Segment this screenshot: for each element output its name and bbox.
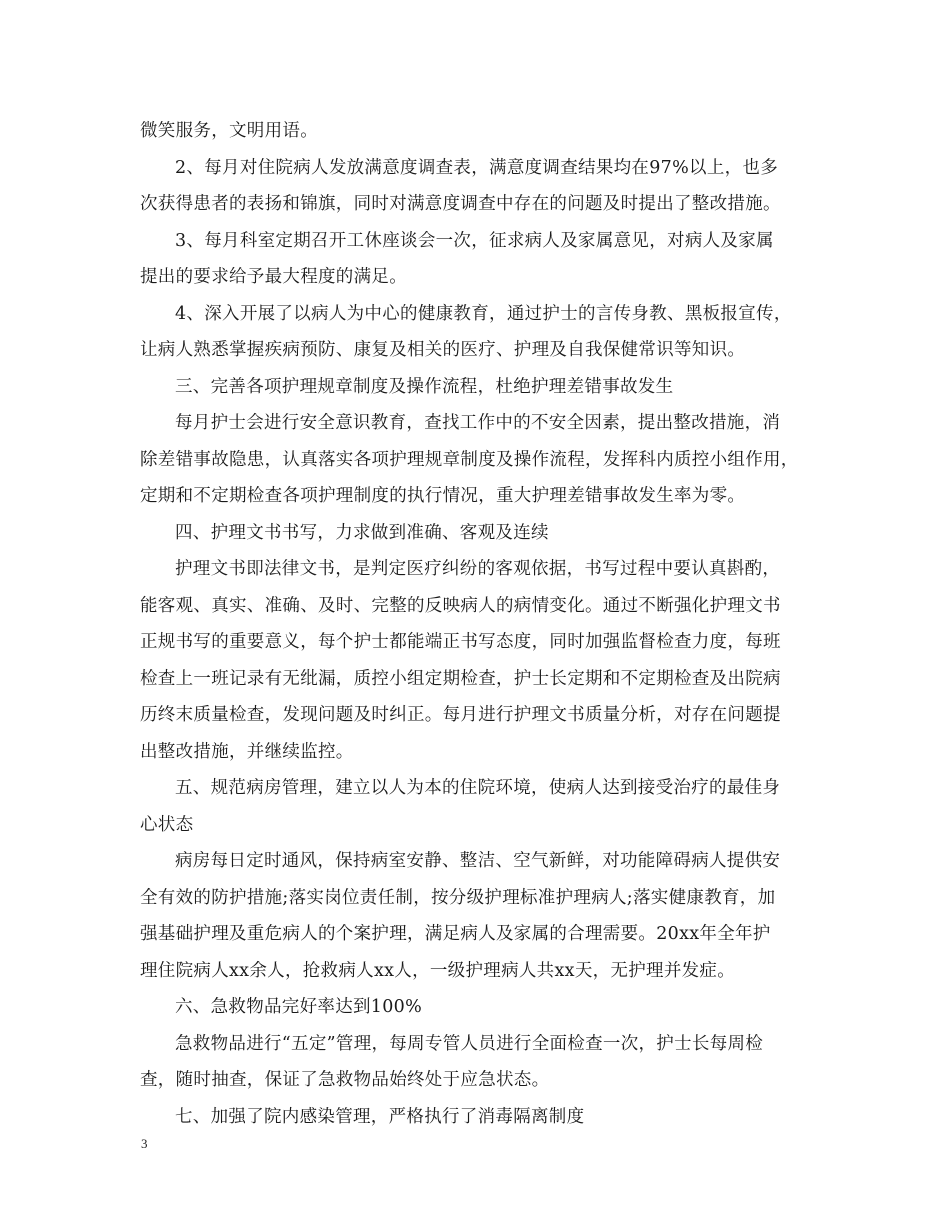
text-line: 4、深入开展了以病人为中心的健康教育，通过护士的言传身教、黑板报宣传， [175, 303, 792, 324]
text-line: 定期和不定期检查各项护理制度的执行情况，重大护理差错事故发生率为零。 [140, 486, 746, 506]
text-line: 强基础护理及重危病人的个案护理，满足病人及家属的合理需要。20xx年全年护 [140, 924, 771, 944]
text-line: 2、每月对住院病人发放满意度调查表，满意度调查结果均在97%以上，也多 [175, 157, 779, 178]
text-line: 三、完善各项护理规章制度及操作流程，杜绝护理差错事故发生 [175, 376, 674, 397]
text-line: 正规书写的重要意义，每个护士都能端正书写态度，同时加强监督检查力度，每班 [140, 632, 781, 652]
document-body [140, 113, 812, 1135]
text-line: 理住院病人xx余人，抢救病人xx人，一级护理病人共xx天，无护理并发症。 [140, 960, 736, 981]
page-number: 3 [141, 1136, 148, 1151]
text-line: 让病人熟悉掌握疾病预防、康复及相关的医疗、护理及自我保健常识等知识。 [140, 340, 746, 360]
text-line: 次获得患者的表扬和锦旗，同时对满意度调查中存在的问题及时提出了整改措施。 [140, 194, 781, 214]
text-line: 微笑服务，文明用语。 [140, 121, 318, 141]
text-line: 心状态 [140, 814, 194, 835]
text-line: 提出的要求给予最大程度的满足。 [140, 267, 407, 287]
text-line: 历终末质量检查，发现问题及时纠正。每月进行护理文书质量分析，对存在问题提 [140, 705, 781, 725]
text-line: 每月护士会进行安全意识教育，查找工作中的不安全因素，提出整改措施，消 [175, 413, 781, 433]
text-line: 查，随时抽查，保证了急救物品始终处于应急状态。 [140, 1070, 550, 1090]
text-line: 检查上一班记录有无纰漏，质控小组定期检查，护士长定期和不定期检查及出院病 [140, 668, 781, 689]
text-line: 四、护理文书书写，力求做到准确、客观及连续 [175, 522, 549, 543]
text-line: 全有效的防护措施;落实岗位责任制，按分级护理标准护理病人;落实健康教育，加 [140, 887, 776, 908]
text-line: 七、加强了院内感染管理，严格执行了消毒隔离制度 [175, 1106, 585, 1127]
text-line: 能客观、真实、准确、及时、完整的反映病人的病情变化。通过不断强化护理文书 [140, 595, 781, 616]
text-line: 六、急救物品完好率达到100% [175, 997, 423, 1017]
text-line: 3、每月科室定期召开工休座谈会一次，征求病人及家属意见，对病人及家属 [175, 230, 774, 251]
text-line: 护理文书即法律文书，是判定医疗纠纷的客观依据，书写过程中要认真斟酌， [175, 559, 781, 579]
text-line: 五、规范病房管理，建立以人为本的住院环境，使病人达到接受治疗的最佳身 [175, 778, 781, 798]
text-line: 病房每日定时通风，保持病室安静、整洁、空气新鲜，对功能障碍病人提供安 [175, 851, 781, 871]
text-line: 出整改措施，并继续监控。 [140, 741, 354, 762]
text-line: 除差错事故隐患，认真落实各项护理规章制度及操作流程，发挥科内质控小组作用， [140, 449, 799, 470]
text-line: 急救物品进行“五定”管理，每周专管人员进行全面检查一次，护士长每周检 [175, 1033, 764, 1054]
